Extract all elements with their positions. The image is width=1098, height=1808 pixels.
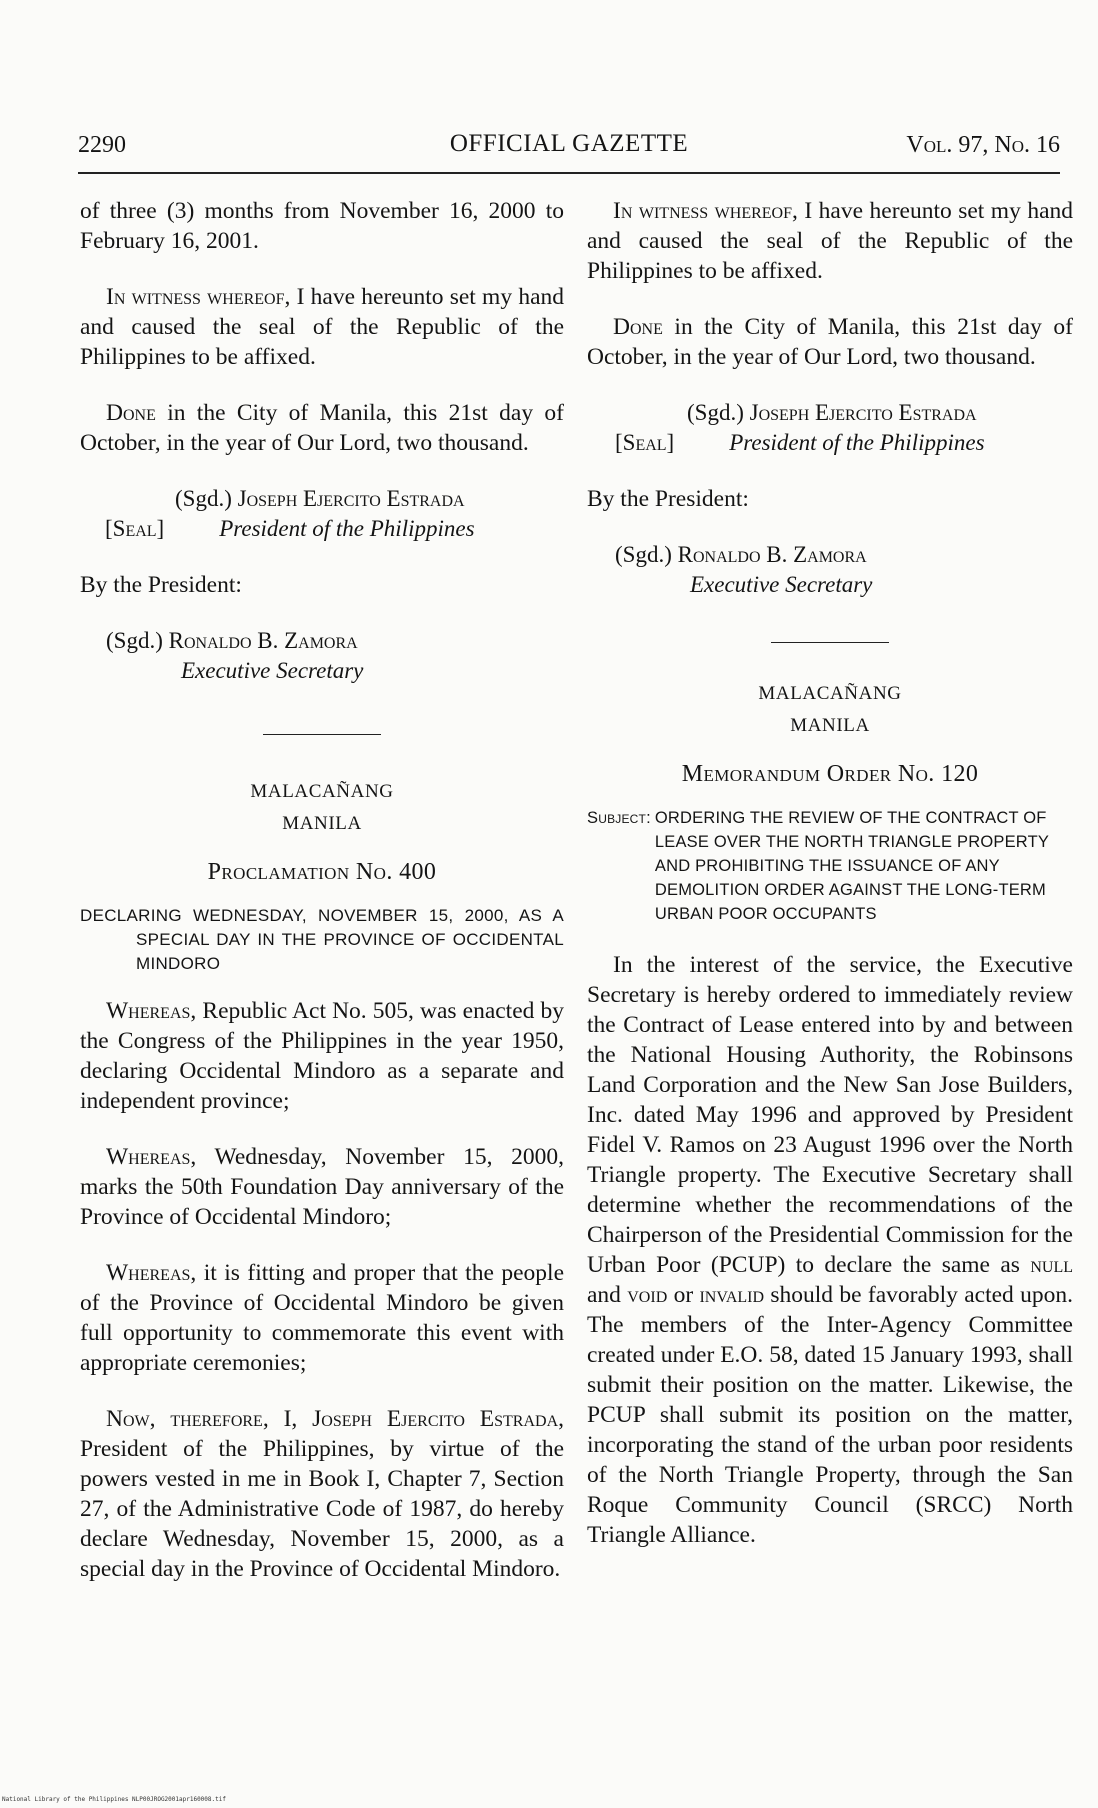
witness-text: I have hereunto set my hand and caused the seal of the Republic of the Philippines to be affixed. bbox=[587, 198, 1074, 284]
place-manila: MANILA bbox=[282, 813, 362, 834]
done-lead: Done bbox=[613, 314, 663, 340]
sgd-label: (Sgd.) bbox=[687, 400, 744, 425]
witness-lead: In witness whereof, bbox=[106, 284, 291, 310]
subject-label: Subject: bbox=[587, 809, 651, 827]
seal-label: [Seal] bbox=[615, 430, 675, 455]
done-text: in the City of Manila, this 21st day of October, in the year of Our Lord, two thousand. bbox=[80, 400, 564, 456]
page-number: 2290 bbox=[78, 132, 126, 158]
gazette-title: OFFICIAL GAZETTE bbox=[449, 130, 689, 157]
whereas-paragraph-2 bbox=[80, 1142, 564, 1232]
president-title: President of the Philippines bbox=[219, 516, 475, 541]
secretary-title: Executive Secretary bbox=[181, 658, 364, 683]
done-paragraph bbox=[80, 398, 564, 458]
continued-paragraph: of three (3) months from November 16, 2000 to February 16, 2001. bbox=[80, 198, 564, 254]
president-signature bbox=[587, 398, 1073, 458]
scan-footer: National Library of the Philippines NLP00JROG2001apr160008.tif bbox=[2, 1796, 226, 1803]
null-word: null bbox=[1030, 1252, 1073, 1278]
seal-label: [Seal] bbox=[105, 516, 165, 541]
president-name: Joseph Ejercito Estrada bbox=[749, 400, 977, 425]
left-column bbox=[80, 196, 564, 1584]
sgd-label: (Sgd.) bbox=[175, 486, 232, 511]
president-name-inline: Joseph Ejercito Estrada, bbox=[312, 1406, 565, 1432]
done-lead: Done bbox=[106, 400, 156, 426]
memorandum-title: Memorandum Order No. 120 bbox=[681, 761, 979, 787]
invalid-word: invalid bbox=[699, 1282, 765, 1308]
body-text-2: should be favorably acted upon. The members of the Inter-Agency Committee created under E.O. 58, dated 15 January 1993, shall submit their position on the matter. Likewise, the PCUP shall submit its position on the matter, incorporating the stand of the urban poor residents of the North Triangle Property, through the San Roque Community Council (SRCC) North Triangle Alliance. bbox=[587, 1282, 1073, 1548]
whereas-paragraph-1 bbox=[80, 996, 564, 1116]
whereas-text: Wednesday, November 15, 2000, marks the 50th Foundation Day anniversary of the Province of Occidental Mindoro; bbox=[80, 1144, 564, 1230]
witness-paragraph bbox=[80, 282, 564, 372]
now-therefore-paragraph bbox=[80, 1404, 564, 1584]
now-therefore-lead: Now, therefore, bbox=[106, 1406, 269, 1432]
secretary-title: Executive Secretary bbox=[690, 572, 873, 597]
whereas-lead: Whereas, bbox=[106, 998, 197, 1024]
done-paragraph bbox=[587, 312, 1073, 372]
place-malacanang: MALACAÑANG bbox=[250, 781, 394, 802]
memorandum-subject bbox=[587, 806, 1073, 926]
secretary-signature bbox=[80, 626, 564, 686]
whereas-paragraph-3 bbox=[80, 1258, 564, 1378]
volume-number: Vol. 97, No. 16 bbox=[906, 132, 1060, 158]
whereas-text: Republic Act No. 505, was enacted by the Congress of the Philippines in the year 1950, declaring Occidental Mindoro as a separate and independent province; bbox=[80, 998, 564, 1114]
sgd-label: (Sgd.) bbox=[615, 542, 672, 567]
subject-text: ORDERING THE REVIEW OF THE CONTRACT OF LEASE OVER THE NORTH TRIANGLE PROPERTY AND PROHIBITING THE ISSUANCE OF ANY DEMOLITION ORDER AGAINST THE LONG-TERM URBAN POOR OCCUPANTS bbox=[654, 809, 1049, 923]
witness-lead: In witness whereof, bbox=[613, 198, 798, 224]
secretary-name: Ronaldo B. Zamora bbox=[677, 542, 867, 567]
secretary-name: Ronaldo B. Zamora bbox=[168, 628, 358, 653]
president-title: President of the Philippines bbox=[729, 430, 985, 455]
proclamation-title: Proclamation No. 400 bbox=[207, 859, 437, 885]
witness-text: I have hereunto set my hand and caused the seal of the Republic of the Philippines to be affixed. bbox=[80, 284, 565, 370]
by-president: By the President: bbox=[587, 486, 749, 512]
whereas-lead: Whereas, bbox=[106, 1260, 197, 1286]
done-text: in the City of Manila, this 21st day of October, in the year of Our Lord, two thousand. bbox=[587, 314, 1073, 370]
and-word: and bbox=[587, 1282, 628, 1308]
now-therefore-text: President of the Philippines, by virtue of the powers vested in me in Book I, Chapter 7, Section 27, of the Administrative Code of 1987, do hereby declare Wednesday, November 15, 2000, as a special day in the Province of Occidental Mindoro. bbox=[80, 1436, 564, 1582]
right-column bbox=[587, 196, 1073, 1550]
president-signature bbox=[80, 484, 564, 544]
body-text-1: In the interest of the service, the Executive Secretary is hereby ordered to immediately review the Contract of Lease entered into by and between the National Housing Authority, the Robinsons Land Corporation and the New San Jose Builders, Inc. dated May 1996 and approved by President Fidel V. Ramos on 23 August 1996 over the North Triangle property. The Executive Secretary shall determine whether the recommendations of the Chairperson of the Presidential Commission for the Urban Poor (PCUP) to declare the same as bbox=[587, 952, 1073, 1278]
header-rule bbox=[78, 172, 1060, 174]
sgd-label: (Sgd.) bbox=[106, 628, 163, 653]
void-word: void bbox=[627, 1282, 668, 1308]
by-president: By the President: bbox=[80, 572, 242, 598]
president-name: Joseph Ejercito Estrada bbox=[237, 486, 465, 511]
page-header bbox=[78, 128, 1060, 168]
now-therefore-i: I, bbox=[268, 1406, 313, 1432]
place-malacanang: MALACAÑANG bbox=[758, 683, 902, 704]
place-manila: MANILA bbox=[790, 715, 870, 736]
whereas-text: it is fitting and proper that the people of the Province of Occidental Mindoro be given full opportunity to commemorate this event with appropriate ceremonies; bbox=[80, 1260, 564, 1376]
memorandum-body bbox=[587, 950, 1073, 1550]
secretary-signature bbox=[587, 540, 1073, 600]
witness-paragraph bbox=[587, 196, 1073, 286]
whereas-lead: Whereas, bbox=[106, 1144, 197, 1170]
proclamation-subject: DECLARING WEDNESDAY, NOVEMBER 15, 2000, AS A SPECIAL DAY IN THE PROVINCE OF OCCIDENTAL MINDORO bbox=[80, 906, 564, 973]
or-word: or bbox=[667, 1282, 700, 1308]
